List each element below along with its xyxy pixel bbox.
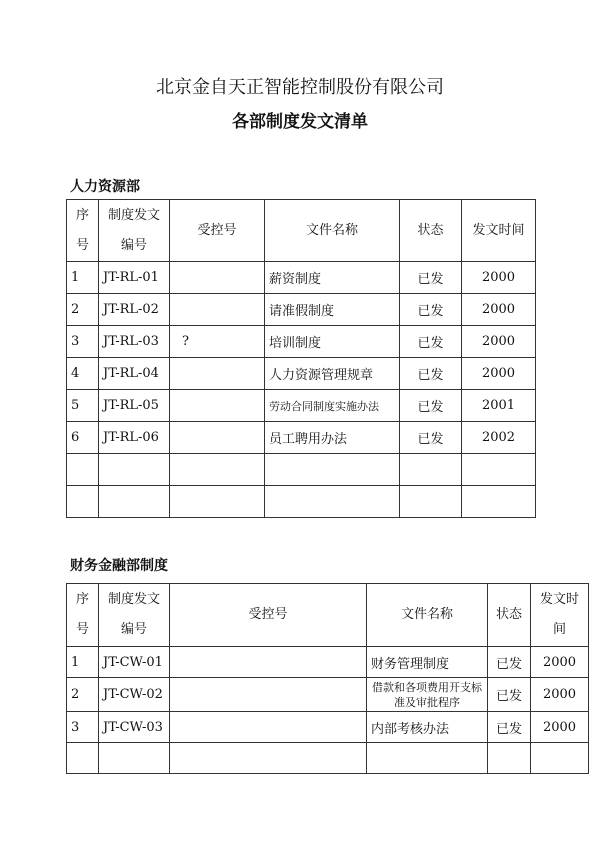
table-row (67, 712, 589, 743)
table-header-row (67, 584, 589, 647)
cell-doc-no: JT-RL-03 (99, 326, 170, 358)
cell-seq: 1 (67, 262, 99, 294)
table-header-row (67, 200, 536, 262)
cell-seq: 2 (67, 678, 99, 712)
cell-empty (67, 743, 99, 774)
cell-seq: 3 (67, 712, 99, 743)
cell-status: 已发 (400, 326, 462, 358)
cell-status: 已发 (400, 294, 462, 326)
table-row (67, 422, 536, 454)
header-control-no: 受控号 (170, 200, 265, 262)
header-control-no: 受控号 (170, 584, 367, 647)
cell-empty (99, 454, 170, 486)
cell-status: 已发 (400, 390, 462, 422)
finance-table (66, 583, 589, 774)
cell-doc-no: JT-RL-01 (99, 262, 170, 294)
cell-empty (170, 454, 265, 486)
cell-file-name: 内部考核办法 (367, 712, 488, 743)
cell-status: 已发 (400, 262, 462, 294)
cell-control-no (170, 262, 265, 294)
document-title: 各部制度发文清单 (232, 112, 368, 132)
cell-empty (400, 486, 462, 518)
cell-doc-no: JT-CW-03 (99, 712, 170, 743)
cell-file-name: 薪资制度 (265, 262, 400, 294)
cell-status: 已发 (400, 358, 462, 390)
cell-doc-no: JT-RL-04 (99, 358, 170, 390)
header-seq: 序号 (67, 584, 99, 647)
cell-seq: 5 (67, 390, 99, 422)
table-row-empty (67, 486, 536, 518)
cell-status: 已发 (400, 422, 462, 454)
cell-year: 2002 (462, 422, 536, 454)
cell-empty (99, 486, 170, 518)
cell-seq: 4 (67, 358, 99, 390)
cell-empty (265, 454, 400, 486)
cell-doc-no: JT-RL-02 (99, 294, 170, 326)
cell-status: 已发 (488, 712, 531, 743)
cell-file-name: 请准假制度 (265, 294, 400, 326)
cell-year: 2000 (531, 678, 589, 712)
table-row (67, 294, 536, 326)
cell-year: 2000 (531, 712, 589, 743)
table-row-empty (67, 454, 536, 486)
cell-year: 2001 (462, 390, 536, 422)
cell-status: 已发 (488, 678, 531, 712)
cell-control-no (170, 647, 367, 678)
cell-empty (462, 454, 536, 486)
cell-empty (400, 454, 462, 486)
table-row (67, 358, 536, 390)
cell-empty (67, 454, 99, 486)
cell-seq: 6 (67, 422, 99, 454)
cell-file-name: 培训制度 (265, 326, 400, 358)
table-row (67, 326, 536, 358)
cell-year: 2000 (462, 358, 536, 390)
cell-empty (531, 743, 589, 774)
cell-file-name: 员工聘用办法 (265, 422, 400, 454)
header-status: 状态 (400, 200, 462, 262)
cell-file-name: 人力资源管理规章 (265, 358, 400, 390)
cell-empty (488, 743, 531, 774)
table-row-empty (67, 743, 589, 774)
cell-control-no (170, 712, 367, 743)
cell-year: 2000 (531, 647, 589, 678)
cell-control-no: ? (170, 326, 265, 358)
cell-control-no (170, 390, 265, 422)
cell-control-no (170, 358, 265, 390)
cell-doc-no: JT-CW-02 (99, 678, 170, 712)
cell-seq: 2 (67, 294, 99, 326)
cell-empty (99, 743, 170, 774)
cell-control-no (170, 422, 265, 454)
cell-doc-no: JT-RL-05 (99, 390, 170, 422)
table-row (67, 647, 589, 678)
hr-table (66, 199, 536, 518)
cell-empty (170, 743, 367, 774)
cell-empty (367, 743, 488, 774)
cell-file-name: 借款和各项费用开支标准及审批程序 (367, 678, 488, 712)
header-seq: 序号 (67, 200, 99, 262)
cell-empty (462, 486, 536, 518)
header-issue-time: 发文时间 (462, 200, 536, 262)
cell-doc-no: JT-CW-01 (99, 647, 170, 678)
cell-file-name: 财务管理制度 (367, 647, 488, 678)
cell-empty (265, 486, 400, 518)
header-file-name: 文件名称 (367, 584, 488, 647)
cell-seq: 3 (67, 326, 99, 358)
header-doc-no: 制度发文编号 (99, 200, 170, 262)
section-heading-hr: 人力资源部 (70, 179, 140, 195)
cell-control-no (170, 294, 265, 326)
cell-year: 2000 (462, 294, 536, 326)
header-doc-no: 制度发文编号 (99, 584, 170, 647)
cell-file-name: 劳动合同制度实施办法 (265, 390, 400, 422)
cell-status: 已发 (488, 647, 531, 678)
cell-control-no (170, 678, 367, 712)
cell-empty (170, 486, 265, 518)
cell-doc-no: JT-RL-06 (99, 422, 170, 454)
cell-seq: 1 (67, 647, 99, 678)
company-title: 北京金自天正智能控制股份有限公司 (156, 77, 444, 98)
cell-year: 2000 (462, 262, 536, 294)
header-status: 状态 (488, 584, 531, 647)
table-row (67, 390, 536, 422)
section-heading-finance: 财务金融部制度 (70, 558, 168, 574)
cell-empty (67, 486, 99, 518)
header-issue-time: 发文时间 (531, 584, 589, 647)
header-file-name: 文件名称 (265, 200, 400, 262)
table-row (67, 262, 536, 294)
table-row (67, 678, 589, 712)
cell-year: 2000 (462, 326, 536, 358)
